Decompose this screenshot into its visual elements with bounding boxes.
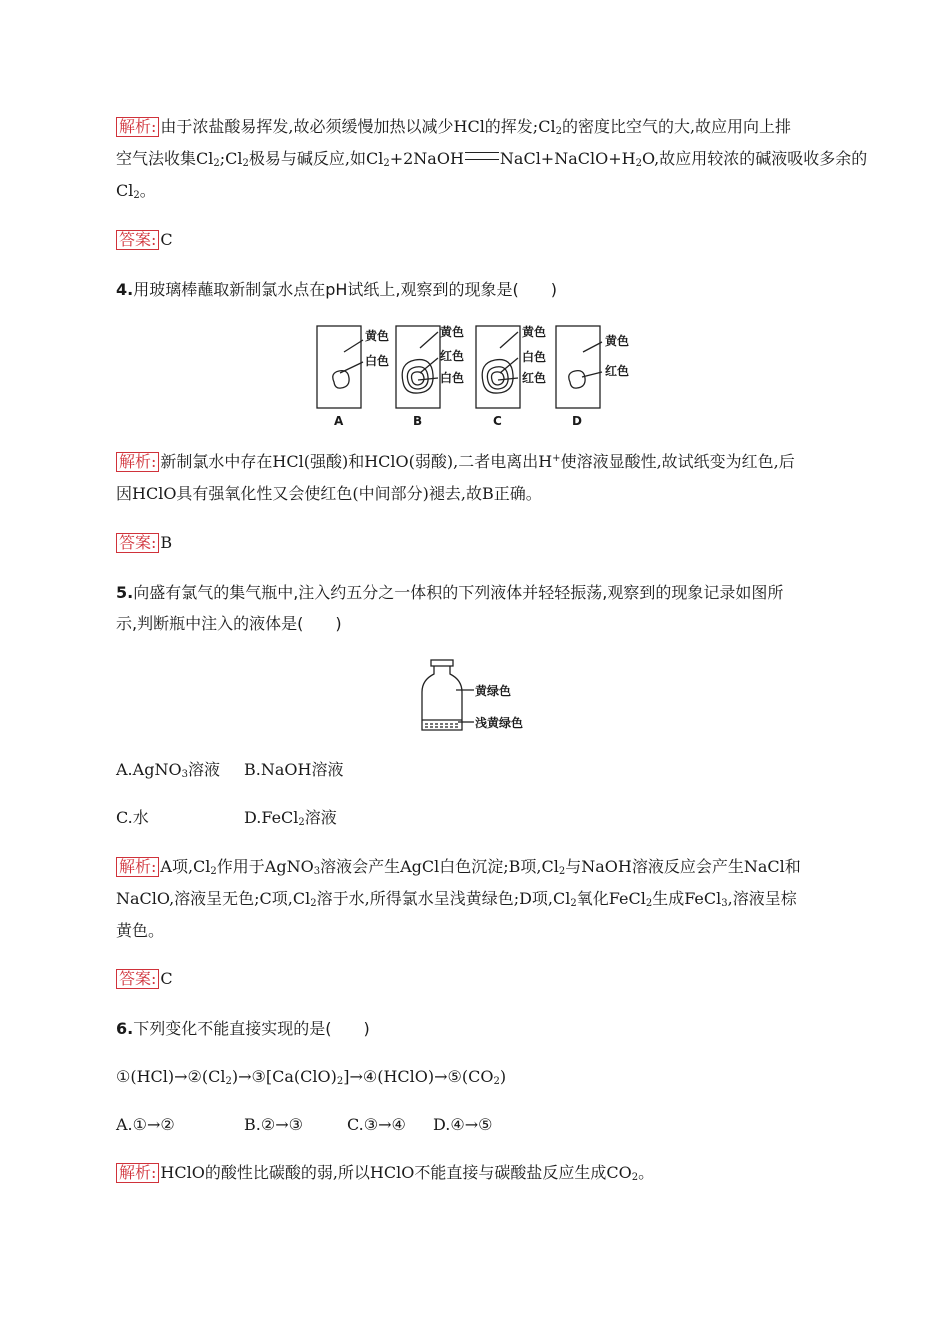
q5-analysis-line-2: NaClO,溶液呈无色;C项$,Cl_2$溶于水,所得氯水呈浅黄绿色;D项$,Cl_2$氧化FeCl$_2$生成FeCl$_3$,溶液呈棕 [116, 889, 797, 909]
q4-analysis-line-1: 解析: 新制氯水中存在HCl(强酸)和HClO(弱酸),二者电离出H+使溶液显酸性,故试纸变为红色,后 [116, 452, 795, 472]
label-c-yellow: 黄色 [522, 325, 547, 339]
spot-d [569, 371, 585, 388]
paper-d [556, 326, 600, 408]
label-light-yellow-green: 浅黄绿色 [475, 716, 524, 730]
answer-label: 答案: [116, 969, 159, 989]
label-yellow-green: 黄绿色 [475, 684, 512, 698]
label-d-yellow: 黄色 [605, 334, 630, 348]
q5-analysis-line-3: 黄色。 [116, 921, 165, 940]
q6-analysis: 解析: HClO的酸性比碳酸的弱,所以HClO不能直接与碳酸盐反应生成$CO_2$。 [116, 1163, 654, 1183]
q3-analysis-line-3: $Cl_2$。 [116, 181, 156, 201]
analysis-label: 解析: [116, 452, 159, 472]
equation-sign [465, 152, 499, 160]
label-b-red: 红色 [440, 349, 465, 363]
answer-label: 答案: [116, 533, 159, 553]
label-a-white: 白色 [365, 354, 390, 368]
label-c-white: 白色 [522, 350, 547, 364]
label-d-red: 红色 [605, 364, 630, 378]
q3-answer: 答案: C [116, 230, 173, 250]
q4-ph-paper-figure [310, 318, 650, 430]
caption-b: B [413, 414, 423, 428]
caption-c: C [493, 414, 502, 428]
caption-d: D [572, 414, 582, 428]
q5-option-c: C.水 [116, 808, 149, 827]
q6-stem: 6.下列变化不能直接实现的是( ) [116, 1019, 370, 1038]
analysis-label: 解析: [116, 1163, 159, 1183]
q4-stem: 4.用玻璃棒蘸取新制氯水点在pH试纸上,观察到的现象是( ) [116, 280, 557, 299]
q5-option-b: B.NaOH溶液 [244, 760, 344, 779]
q6-option-b: B.②→③ [244, 1115, 303, 1134]
caption-a: A [334, 414, 344, 428]
q5-options-row-1 [116, 760, 343, 780]
paper-a [317, 326, 361, 408]
q6-option-d: D.④→⑤ [433, 1115, 493, 1134]
q5-gas-bottle-figure [418, 656, 548, 736]
q3-analysis-line-2: 空气法收集$Cl_2;Cl_2$极易与碱反应,如$Cl_2+2NaOH$ $NaCl+NaClO+H_2O$,故应用较浓的碱液吸收多余的 [116, 149, 868, 169]
bottle-stopper [431, 660, 453, 666]
q5-answer: 答案: C [116, 969, 173, 989]
q6-option-c: C.③→④ [347, 1115, 406, 1134]
q6-option-a: A.①→② [116, 1115, 175, 1134]
q4-answer: 答案: B [116, 533, 172, 553]
q3-analysis-line-1: 解析: 由于浓盐酸易挥发,故必须缓慢加热以减少HCl的挥发$;Cl_2$的密度比空气的大,故应用向上排 [116, 117, 791, 137]
q5-option-a: A.AgNO$_3$溶液 [116, 760, 220, 780]
label-c-red: 红色 [522, 371, 547, 385]
q5-stem-line-2: 示,判断瓶中注入的液体是( ) [116, 614, 342, 633]
q5-options-row-2 [116, 808, 337, 828]
q6-conversion-chain: $①(HCl)\to ②(Cl_2)\to ③[Ca(ClO)_2]\to ④(HClO)\to ⑤(CO_2)$ [116, 1067, 507, 1087]
label-b-white: 白色 [440, 371, 465, 385]
q5-option-d: D.FeCl$_2$溶液 [244, 808, 337, 828]
analysis-label: 解析: [116, 857, 159, 877]
q6-options [116, 1115, 492, 1135]
q4-analysis-line-2: 因HClO具有强氧化性又会使红色(中间部分)褪去,故B正确。 [116, 484, 542, 503]
label-a-yellow: 黄色 [365, 329, 390, 343]
analysis-label: 解析: [116, 117, 159, 137]
label-b-yellow: 黄色 [440, 325, 465, 339]
q5-analysis-line-1: 解析: A项$,Cl_2$作用于AgNO$_3$溶液会产生AgCl白色沉淀;B项$,Cl_2$与NaOH溶液反应会产生NaCl和 [116, 857, 801, 877]
q5-stem-line-1: 5.向盛有氯气的集气瓶中,注入约五分之一体积的下列液体并轻轻振荡,观察到的现象记录如图所 [116, 583, 784, 602]
answer-label: 答案: [116, 230, 159, 250]
